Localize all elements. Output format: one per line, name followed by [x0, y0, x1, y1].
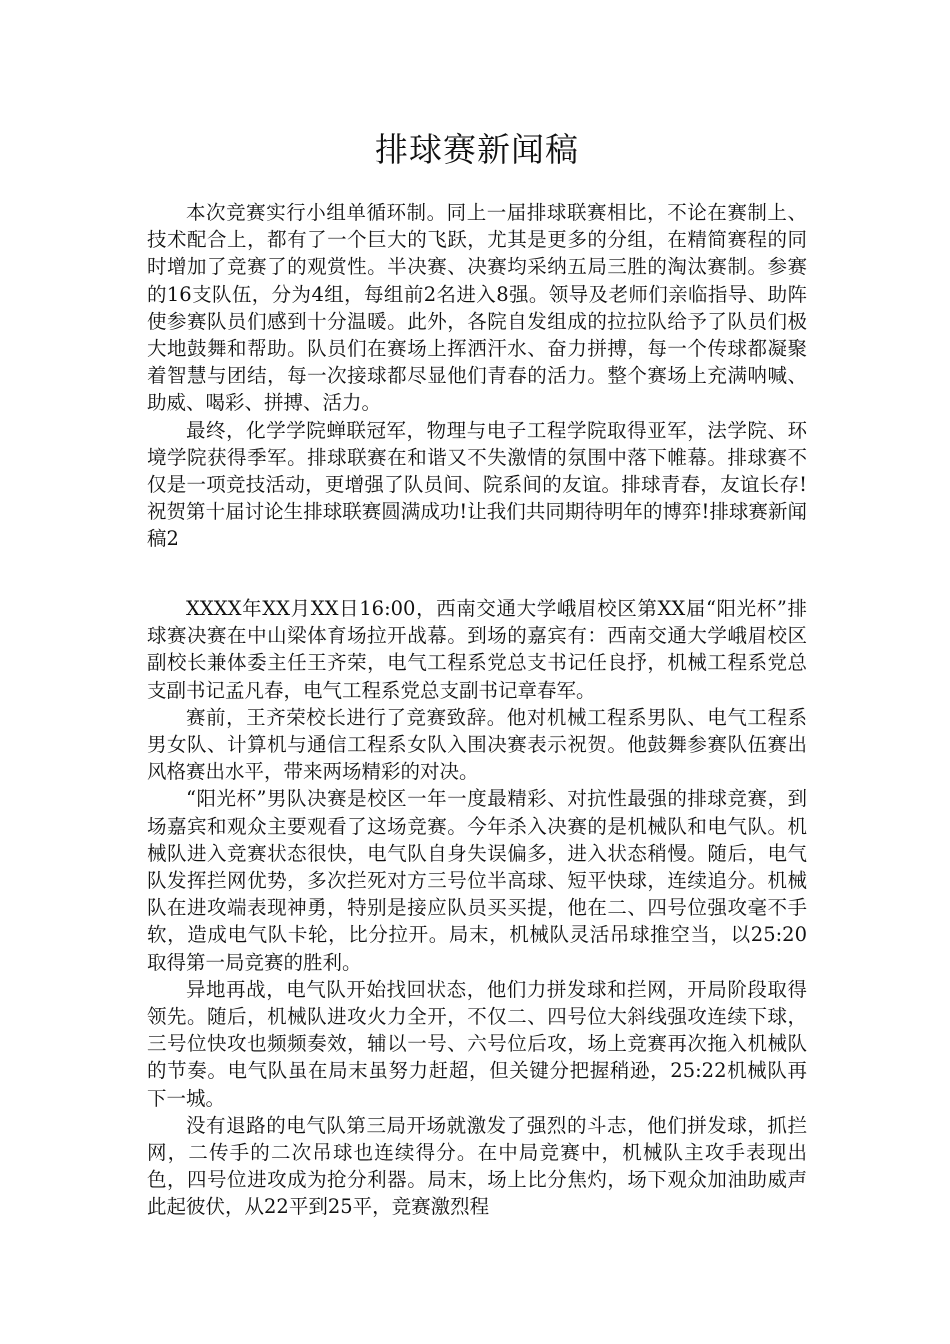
document-title: 排球赛新闻稿	[375, 130, 579, 169]
paragraph-third-set: 没有退路的电气队第三局开场就激发了强烈的斗志，他们拼发球，抓拦网，二传手的二次吊球也连续得分。在中局竞赛中，机械队主攻手表现出色，四号位进攻成为抢分利器。局末，场上比分焦灼，场下观众加油助威声此起彼伏，从22平到25平，竞赛激烈程	[147, 1113, 807, 1219]
news-section-1	[147, 199, 807, 553]
paragraph-final-results: 最终，化学学院蝉联冠军，物理与电子工程学院取得亚军，法学院、环境学院获得季军。排球联赛在和谐又不失激情的氛围中落下帷幕。排球赛不仅是一项竞技活动，更增强了队员间、院系间的友谊。排球青春，友谊长存!祝贺第十届讨论生排球联赛圆满成功!让我们共同期待明年的博弈!排球赛新闻稿2	[147, 418, 807, 551]
news-section-2	[147, 595, 807, 1221]
paragraph-opening-speech: 赛前，王齐荣校长进行了竞赛致辞。他对机械工程系男队、电气工程系男女队、计算机与通信工程系女队入围决赛表示祝贺。他鼓舞参赛队伍赛出风格赛出水平，带来两场精彩的对决。	[147, 705, 807, 784]
paragraph-final-opening: XXXX年XX月XX日16:00，西南交通大学峨眉校区第XX届“阳光杯”排球赛决赛在中山梁体育场拉开战幕。到场的嘉宾有：西南交通大学峨眉校区副校长兼体委主任王齐荣，电气工程系党总支书记任良抒，机械工程系党总支副书记孟凡春，电气工程系党总支副书记章春军。	[147, 597, 807, 702]
document-page	[147, 0, 807, 1344]
paragraph-first-set: “阳光杯”男队决赛是校区一年一度最精彩、对抗性最强的排球竞赛，到场嘉宾和观众主要观看了这场竞赛。今年杀入决赛的是机械队和电气队。机械队进入竞赛状态很快，电气队自身失误偏多，进入状态稍慢。随后，电气队发挥拦网优势，多次拦死对方三号位半高球、短平快球，连续追分。机械队在进攻端表现神勇，特别是接应队员买买提，他在二、四号位强攻毫不手软，造成电气队卡轮，比分拉开。局末，机械队灵活吊球推空当，以25:20取得第一局竞赛的胜利。	[147, 787, 807, 974]
paragraph-competition-format: 本次竞赛实行小组单循环制。同上一届排球联赛相比，不论在赛制上、技术配合上，都有了一个巨大的飞跃，尤其是更多的分组，在精简赛程的同时增加了竞赛了的观赏性。半决赛、决赛均采纳五局三胜的淘汰赛制。参赛的16支队伍，分为4组，每组前2名进入8强。领导及老师们亲临指导、助阵使参赛队员们感到十分温暖。此外，各院自发组成的拉拉队给予了队员们极大地鼓舞和帮助。队员们在赛场上挥洒汗水、奋力拼搏，每一个传球都凝聚着智慧与团结，每一次接球都尽显他们青春的活力。整个赛场上充满呐喊、助威、喝彩、拼搏、活力。	[147, 201, 807, 415]
paragraph-second-set: 异地再战，电气队开始找回状态，他们力拼发球和拦网，开局阶段取得领先。随后，机械队进攻火力全开，不仅二、四号位大斜线强攻连续下球，三号位快攻也频频奏效，辅以一号、六号位后攻，场上竞赛再次拖入机械队的节奏。电气队虽在局末虽努力赶超，但关键分把握稍逊，25:22机械队再下一城。	[147, 977, 807, 1110]
